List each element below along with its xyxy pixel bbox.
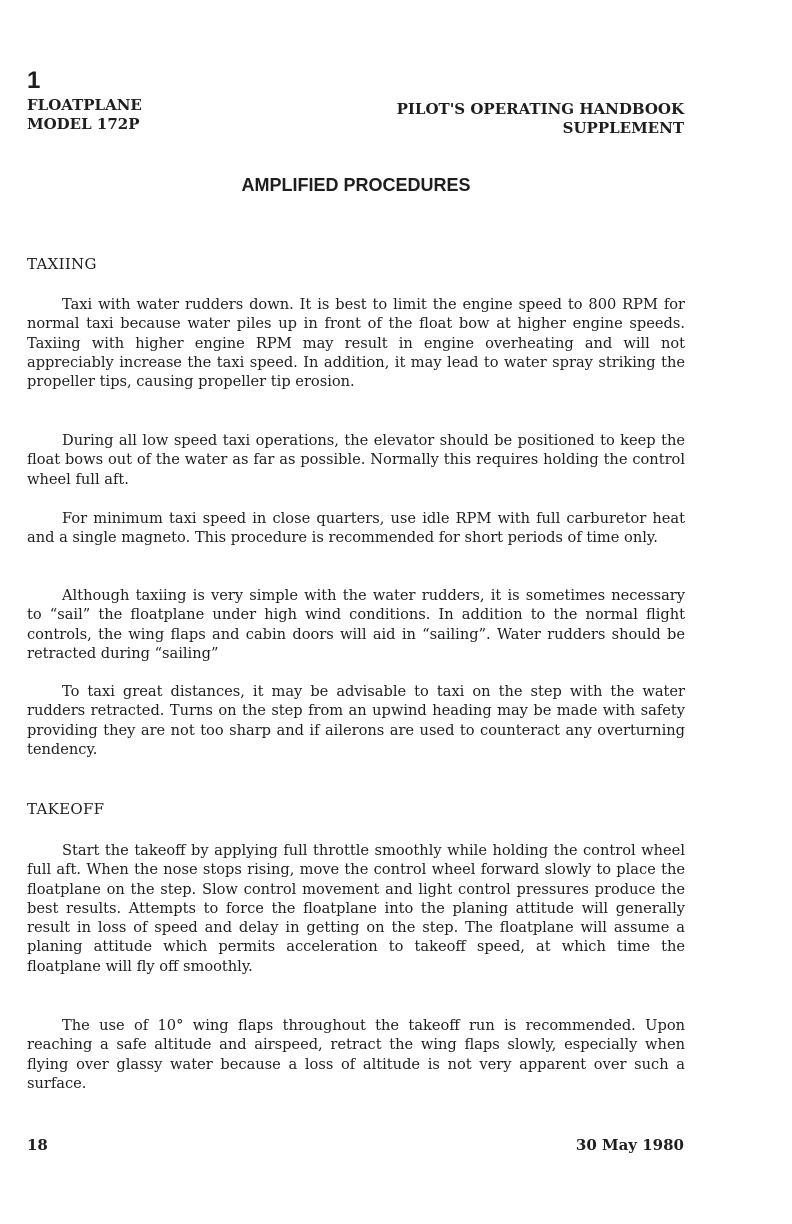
section-heading-takeoff: TAKEOFF (27, 800, 105, 818)
section-number: 1 (27, 67, 41, 94)
header-model-line1: FLOATPLANE (27, 96, 142, 114)
header-model-line2: MODEL 172P (27, 115, 140, 133)
section-heading-taxiing: TAXIING (27, 255, 97, 273)
taxiing-paragraph-4: Although taxiing is very simple with the water rudders, it is sometimes necessary to “sail” the floatplane under high wind conditions. In addition to the normal flight controls, the wing flaps and cabin doors will aid in “sailing”. Water rudders should be retracted during “sailing” (27, 587, 685, 662)
header-handbook-line2: SUPPLEMENT (562, 119, 684, 137)
page-title: AMPLIFIED PROCEDURES (241, 175, 471, 195)
taxiing-paragraph-1: Taxi with water rudders down. It is best to limit the engine speed to 800 RPM for normal taxi because water piles up in front of the float bow at higher engine speeds. Taxiing with higher engine RPM may result in engine overheating and will not appreciably increase the taxi speed. In addition, it may lead to water spray striking the propeller tips, causing propeller tip erosion. (27, 296, 685, 391)
taxiing-paragraph-5: To taxi great distances, it may be advisable to taxi on the step with the water rudders retracted. Turns on the step from an upwind heading may be made with safety providing they are not too sharp and if ailerons are used to counteract any overturning tendency. (27, 683, 685, 758)
takeoff-paragraph-2: The use of 10° wing flaps throughout the takeoff run is recommended. Upon reaching a safe altitude and airspeed, retract the wing flaps slowly, especially when flying over glassy water because a loss of altitude is not very apparent over such a surface. (27, 1017, 685, 1092)
taxiing-paragraph-2: During all low speed taxi operations, the elevator should be positioned to keep the float bows out of the water as far as possible. Normally this requires holding the control wheel full aft. (27, 432, 685, 488)
takeoff-paragraph-1: Start the takeoff by applying full throttle smoothly while holding the control wheel full aft. When the nose stops rising, move the control wheel forward slowly to place the floatplane on the step. Slow control movement and light control pressures produce the best results. Attempts to force the floatplane into the planing attitude will generally result in loss of speed and delay in getting on the step. The floatplane will assume a planing attitude which permits acceleration to takeoff speed, at which time the floatplane will fly off smoothly. (27, 842, 685, 975)
header-right (397, 100, 684, 138)
taxiing-paragraph-3: For minimum taxi speed in close quarters, use idle RPM with full carburetor heat and a single magneto. This procedure is recommended for short periods of time only. (27, 510, 685, 547)
header-handbook-line1: PILOT'S OPERATING HANDBOOK (396, 100, 684, 118)
footer-date: 30 May 1980 (575, 1136, 684, 1154)
header-left (27, 96, 142, 134)
page-number: 18 (27, 1136, 48, 1154)
